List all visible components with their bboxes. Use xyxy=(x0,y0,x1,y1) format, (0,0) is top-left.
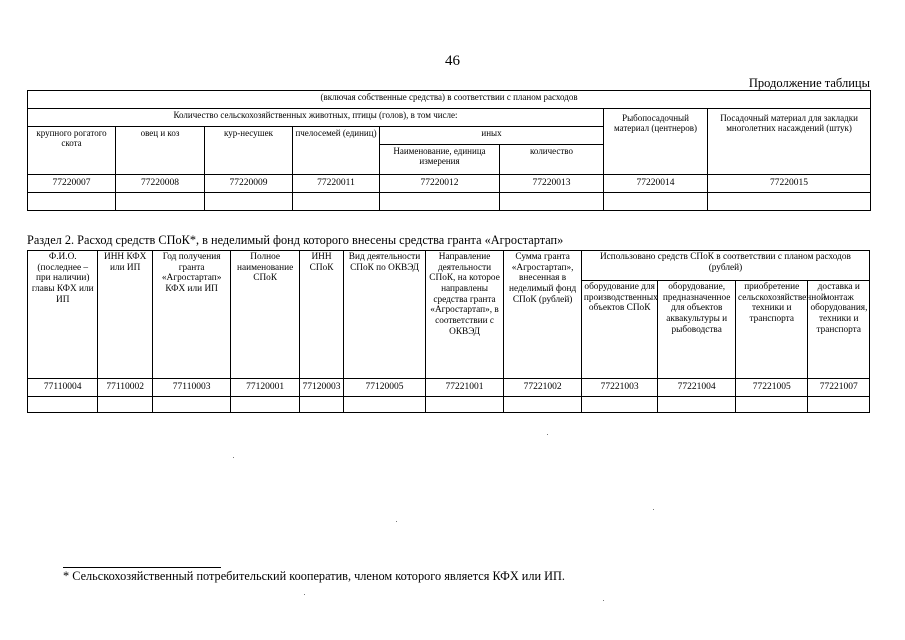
bee-colonies-header: пчелосемей (единиц) xyxy=(293,127,380,175)
scan-speck xyxy=(304,594,305,595)
machinery-purchase-header: приобретение сельскохозяйственной техники и транспорта xyxy=(735,281,808,379)
empty-cell xyxy=(205,193,293,211)
equipment-production-header: оборудование для производственных объектов СПоК xyxy=(581,281,658,379)
code-cell: 77221007 xyxy=(808,379,870,397)
empty-cell xyxy=(231,397,299,413)
empty-cell xyxy=(152,397,231,413)
empty-cell xyxy=(708,193,871,211)
code-cell: 77110004 xyxy=(28,379,98,397)
empty-cell xyxy=(344,397,426,413)
coop-inn-header: ИНН СПоК xyxy=(299,251,343,379)
code-cell: 77220008 xyxy=(116,175,205,193)
code-cell: 77220011 xyxy=(293,175,380,193)
code-cell: 77221001 xyxy=(425,379,504,397)
scan-speck xyxy=(396,521,397,522)
empty-cell xyxy=(299,397,343,413)
delivery-installation-header: доставка и монтаж оборудования, техники и транспорта xyxy=(808,281,870,379)
coop-expenses-table xyxy=(27,250,870,413)
others-name-header: Наименование, единица измерения xyxy=(380,145,500,175)
code-cell: 77220013 xyxy=(500,175,604,193)
code-cell: 77220014 xyxy=(604,175,708,193)
code-cell: 77120005 xyxy=(344,379,426,397)
empty-cell xyxy=(293,193,380,211)
sheep-goats-header: овец и коз xyxy=(116,127,205,175)
scan-speck xyxy=(653,509,654,510)
empty-cell xyxy=(581,397,658,413)
code-cell: 77110002 xyxy=(98,379,152,397)
grant-year-header: Год получения гранта «Агростартап» КФХ или ИП xyxy=(152,251,231,379)
code-cell: 77221005 xyxy=(735,379,808,397)
planting-stock-header: Посадочный материал для закладки многолетних насаждений (штук) xyxy=(708,109,871,175)
scan-speck xyxy=(233,457,234,458)
section2-title: Раздел 2. Расход средств СПоК*, в неделимый фонд которого внесены средства гранта «Агростартап» xyxy=(27,233,564,247)
code-cell: 77120001 xyxy=(231,379,299,397)
table1-top-header: (включая собственные средства) в соответствии с планом расходов xyxy=(28,91,871,109)
laying-hens-header: кур-несушек xyxy=(205,127,293,175)
code-cell: 77220012 xyxy=(380,175,500,193)
code-cell: 77110003 xyxy=(152,379,231,397)
empty-cell xyxy=(604,193,708,211)
others-quantity-header: количество xyxy=(500,145,604,175)
fish-stock-header: Рыбопосадочный материал (центнеров) xyxy=(604,109,708,175)
empty-cell xyxy=(658,397,736,413)
code-cell: 77221002 xyxy=(504,379,582,397)
empty-cell xyxy=(735,397,808,413)
empty-cell xyxy=(380,193,500,211)
code-cell: 77221004 xyxy=(658,379,736,397)
empty-cell xyxy=(98,397,152,413)
empty-cell xyxy=(28,397,98,413)
full-name-header: Ф.И.О. (последнее – при наличии) главы КФХ или ИП xyxy=(28,251,98,379)
activity-type-header: Вид деятельности СПоК по ОКВЭД xyxy=(344,251,426,379)
empty-cell xyxy=(500,193,604,211)
cattle-header: крупного рогатого скота xyxy=(28,127,116,175)
scan-speck xyxy=(547,434,548,435)
code-cell: 77220007 xyxy=(28,175,116,193)
continuation-label: Продолжение таблицы xyxy=(748,76,870,90)
footnote: * Сельскохозяйственный потребительский кооператив, членом которого является КФХ или ИП. xyxy=(63,569,565,583)
activity-direction-header: Направление деятельности СПоК, на которое направлены средства гранта «Агростартап», в соответствии с ОКВЭД xyxy=(425,251,504,379)
inn-farm-header: ИНН КФХ или ИП xyxy=(98,251,152,379)
empty-cell xyxy=(28,193,116,211)
empty-cell xyxy=(116,193,205,211)
code-cell: 77120003 xyxy=(299,379,343,397)
empty-cell xyxy=(504,397,582,413)
grant-sum-header: Сумма гранта «Агростартап», внесенная в неделимый фонд СПоК (рублей) xyxy=(504,251,582,379)
used-funds-header: Использовано средств СПоК в соответствии с планом расходов (рублей) xyxy=(581,251,869,281)
empty-cell xyxy=(808,397,870,413)
livestock-table xyxy=(27,90,871,211)
code-cell: 77220015 xyxy=(708,175,871,193)
coop-full-name-header: Полное наименование СПоК xyxy=(231,251,299,379)
page-number: 46 xyxy=(445,53,460,69)
footnote-divider xyxy=(63,567,221,568)
code-cell: 77220009 xyxy=(205,175,293,193)
code-cell: 77221003 xyxy=(581,379,658,397)
livestock-group-header: Количество сельскохозяйственных животных, птицы (голов), в том числе: xyxy=(28,109,604,127)
equipment-aquaculture-header: оборудование, предназначенное для объектов аквакультуры и рыбоводства xyxy=(658,281,736,379)
others-header: иных xyxy=(380,127,604,145)
empty-cell xyxy=(425,397,504,413)
scan-speck xyxy=(603,600,604,601)
